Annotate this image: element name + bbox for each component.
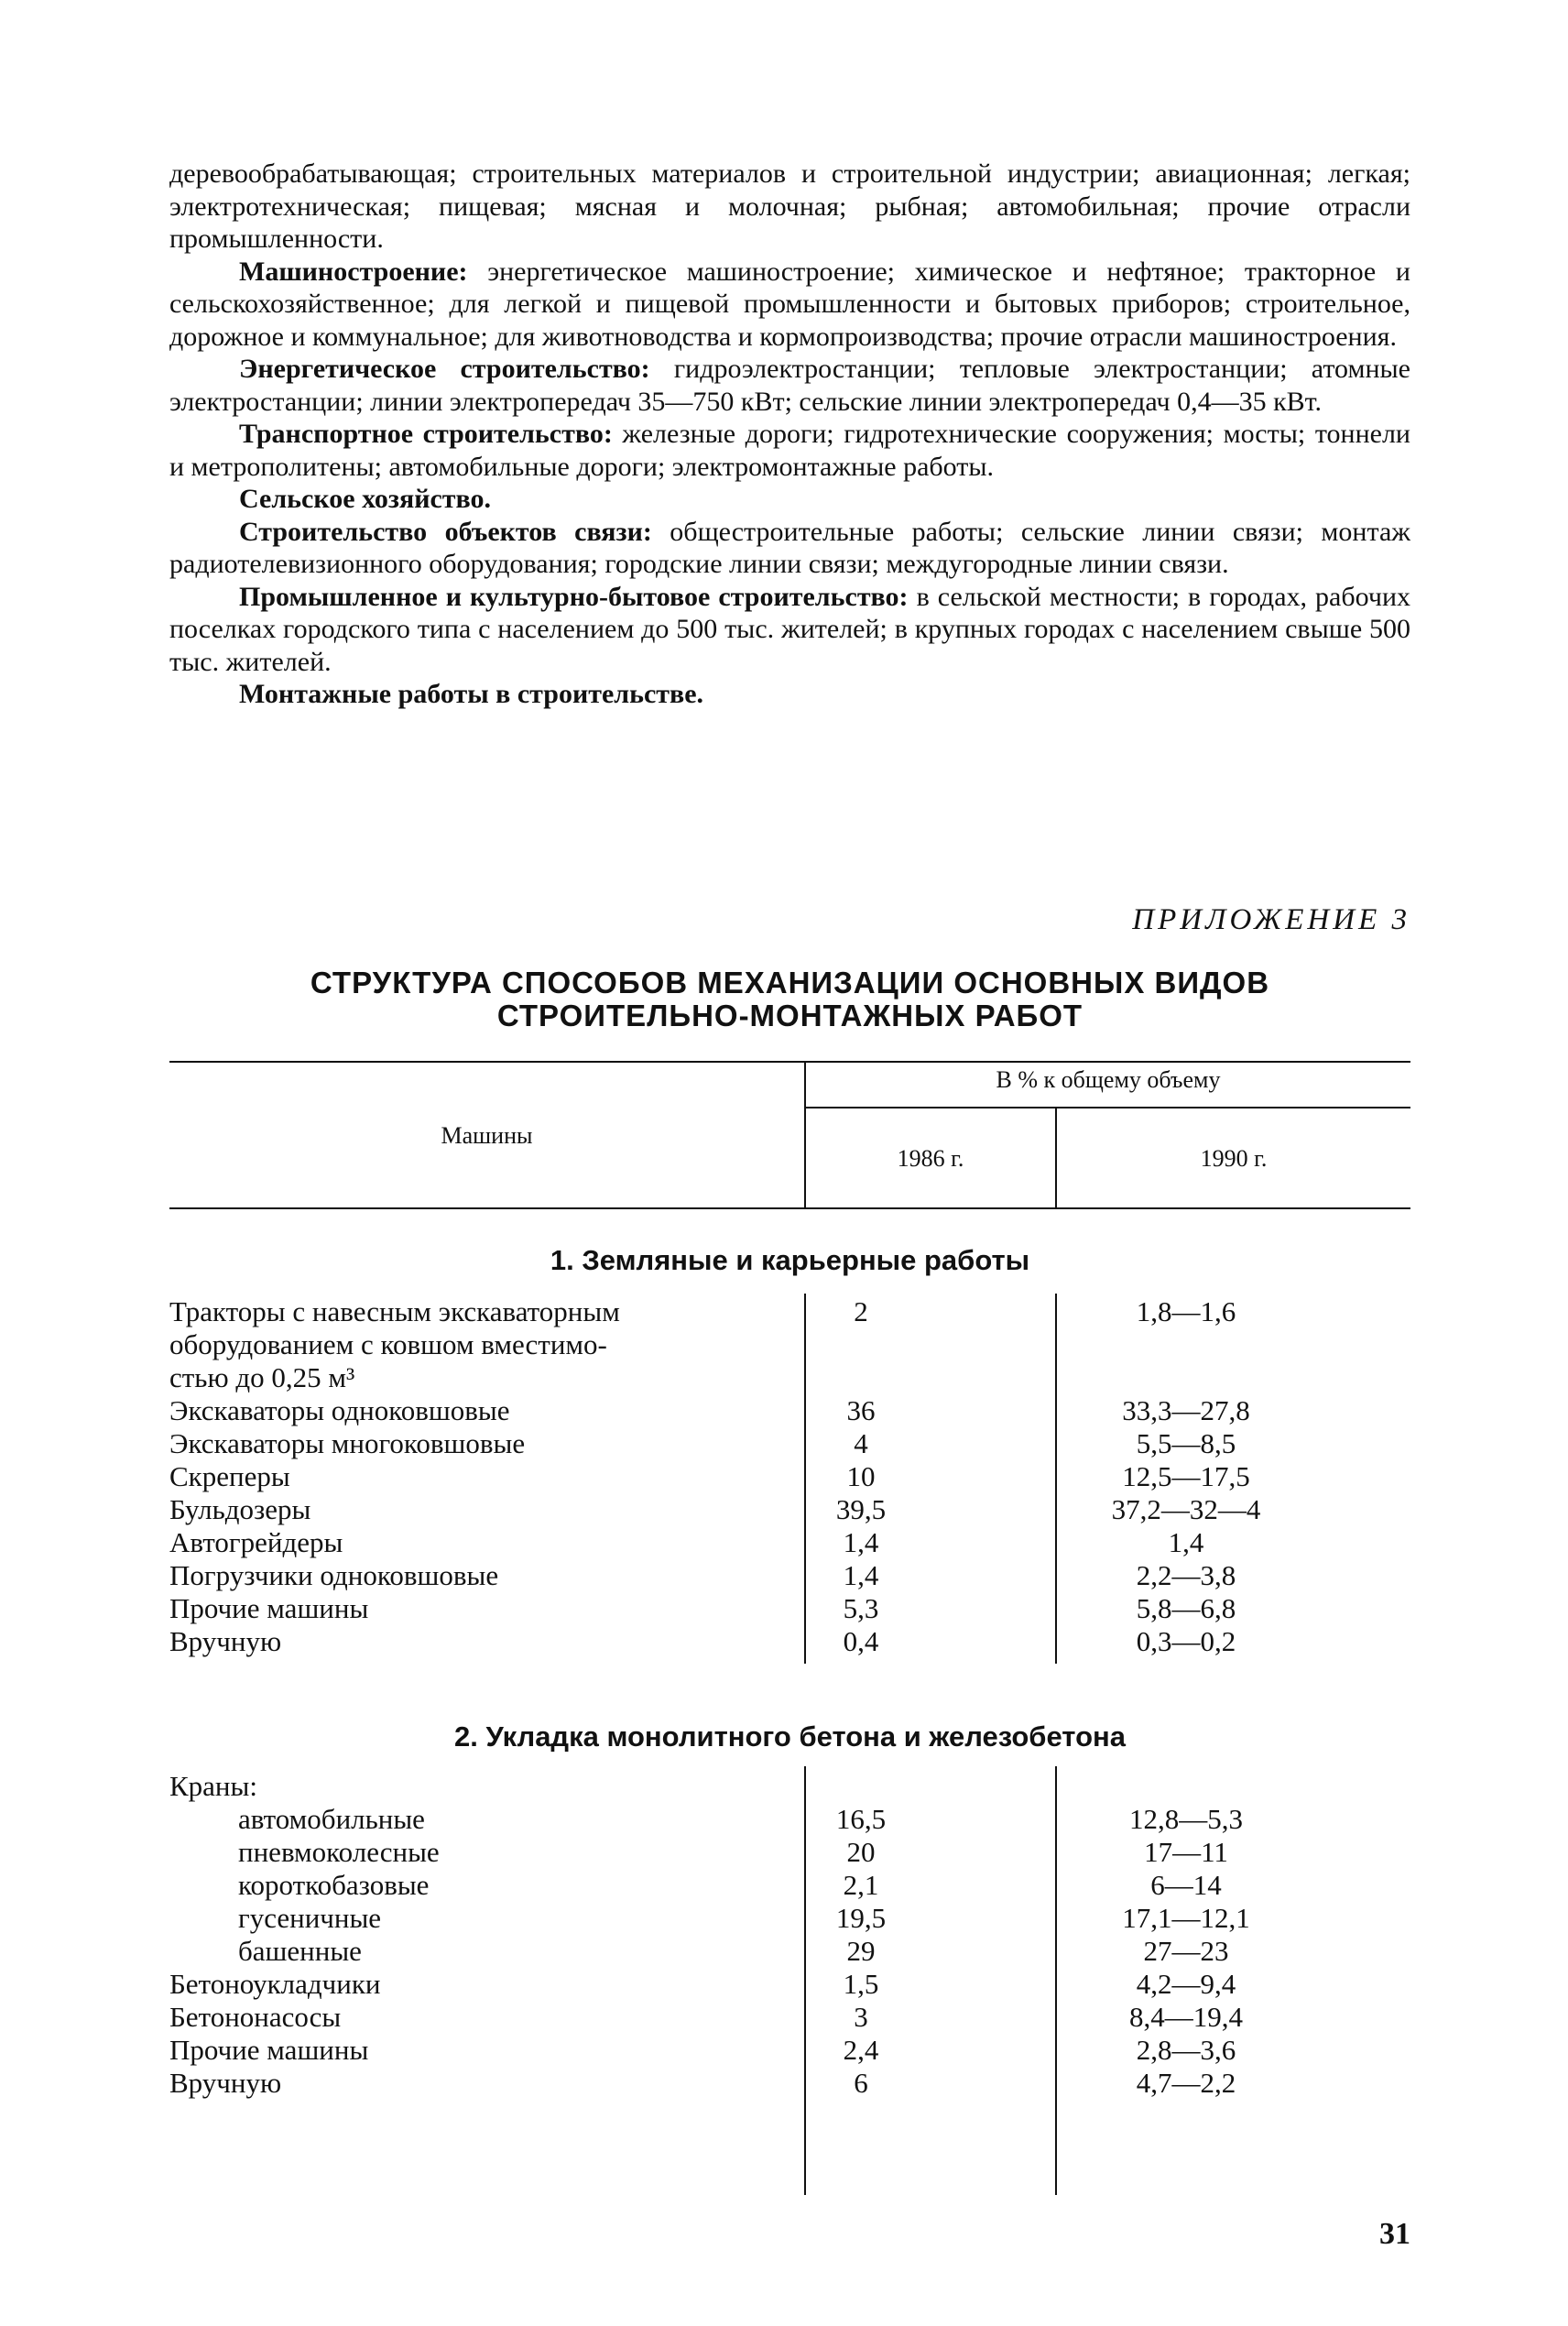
value-1986-cell: 16,5: [835, 1803, 887, 1835]
table-row: [169, 2034, 1452, 2067]
table-row: [169, 1361, 1452, 1394]
paragraph-assembly: [169, 678, 1410, 711]
paragraph-energy: [169, 353, 1410, 418]
value-1990-cell: 6—14: [1150, 1869, 1222, 1901]
machine-name-cell: башенные: [238, 1935, 362, 1967]
value-1990-cell: 4,7—2,2: [1136, 2067, 1236, 2099]
value-1986-cell: 20: [846, 1836, 876, 1868]
machine-name-cell: Бетононасосы: [169, 2001, 342, 2033]
heading-agriculture: Сельское хозяйство.: [239, 484, 492, 514]
value-1986-cell: 36: [846, 1394, 876, 1426]
table-top-rule: [169, 1061, 1410, 1063]
page-number: 31: [1379, 2217, 1410, 2251]
value-1986-cell: [792, 1328, 930, 1361]
value-1990-cell: 5,5—8,5: [1136, 1427, 1236, 1459]
header-machines: Машины: [441, 1122, 533, 1149]
intro-text: [169, 158, 1410, 711]
value-1986-cell: 29: [846, 1935, 876, 1967]
machine-name-cell: Прочие машины: [169, 1592, 369, 1624]
table-title-line-1: СТРУКТУРА СПОСОБОВ МЕХАНИЗАЦИИ ОСНОВНЫХ ВИДОВ: [310, 966, 1270, 999]
value-1990-cell: 0,3—0,2: [1136, 1625, 1236, 1657]
value-1986-cell: 5,3: [843, 1592, 879, 1624]
heading-industrial-civil: Промышленное и культурно-бытовое строительство:: [239, 581, 909, 612]
machine-name-cell: Вручную: [169, 2067, 282, 2099]
value-1990-cell: 17—11: [1144, 1836, 1228, 1868]
text-machine-building: энергетическое машиностроение; химическое и нефтяное; тракторное и сельскохозяйственное; для легкой и пищевой промышленности и бытовых приборов; строительное, дорожное и коммунальное; для животноводства и кормопроизводства; прочие отрасли машиностроения.: [169, 256, 1410, 352]
machine-name-cell: гусеничные: [238, 1902, 382, 1934]
machine-name-cell: Вручную: [169, 1625, 282, 1657]
value-1986-cell: 2,4: [843, 2034, 879, 2066]
value-1990-cell: 2,8—3,6: [1136, 2034, 1236, 2066]
table-title-line-2: СТРОИТЕЛЬНО-МОНТАЖНЫХ РАБОТ: [496, 999, 1083, 1032]
header-inner-rule: [804, 1107, 1410, 1108]
value-1986-cell: [792, 1361, 930, 1394]
text-transport: железные дороги; гидротехнические сооружения; мосты; тоннели и метрополитены; автомобильные дороги; электромонтажные работы.: [169, 419, 1410, 482]
section-earthworks-title: 1. Земляные и карьерные работы: [550, 1244, 1030, 1276]
table-title: [169, 966, 1410, 1032]
heading-energy: Энергетическое строительство:: [239, 354, 650, 384]
table-row: [169, 1869, 1452, 1902]
machine-name-cell: Экскаваторы одноковшовые: [169, 1394, 510, 1426]
machine-name-cell: Краны:: [169, 1770, 257, 1802]
paragraph-agriculture: [169, 483, 1410, 516]
heading-assembly: Монтажные работы в строительстве.: [239, 679, 704, 709]
section-concrete-rows: [169, 1770, 1452, 2100]
value-1986-cell: 2,1: [843, 1869, 879, 1901]
machine-name-cell: Автогрейдеры: [169, 1526, 343, 1558]
machine-name-cell: Экскаваторы многоковшовые: [169, 1427, 526, 1459]
table-row: [169, 1526, 1452, 1559]
paragraph-industrial-civil: [169, 581, 1410, 679]
value-1986-cell: 1,4: [843, 1526, 879, 1558]
table-row: [169, 1968, 1452, 2001]
machine-name-cell: стью до 0,25 м³: [169, 1361, 355, 1393]
machine-name-cell: Бульдозеры: [169, 1493, 311, 1525]
text-communications: общестроительные работы; сельские линии связи; монтаж радиотелевизионного оборудования; городские линии связи; междугородные линии связи.: [169, 516, 1410, 579]
value-1986-cell: 0,4: [843, 1625, 879, 1657]
value-1986-cell: 2: [854, 1295, 868, 1327]
machine-name-cell: короткобазовые: [238, 1869, 430, 1901]
heading-transport: Транспортное строительство:: [239, 419, 613, 449]
value-1986-cell: 19,5: [835, 1902, 887, 1934]
value-1986-cell: 1,5: [843, 1968, 879, 2000]
value-1986-cell: 4: [854, 1427, 868, 1459]
table-row: [169, 1592, 1452, 1625]
value-1990-cell: 2,2—3,8: [1136, 1559, 1236, 1591]
value-1986-cell: 1,4: [843, 1559, 879, 1591]
text-energy: гидроэлектростанции; тепловые электростанции; атомные электростанции; линии электропередач 35—750 кВт; сельские линии электропередач 0,4—35 кВт.: [169, 354, 1410, 417]
table-row: [169, 2067, 1452, 2100]
machine-name-cell: Скреперы: [169, 1460, 290, 1492]
header-percent: В % к общему объему: [996, 1066, 1221, 1093]
header-year-1986: 1986 г.: [897, 1145, 964, 1172]
table-row: [169, 1328, 1452, 1361]
value-1990-cell: [930, 1770, 1323, 1803]
value-1990-cell: 17,1—12,1: [1122, 1902, 1250, 1934]
value-1986-cell: 10: [846, 1460, 876, 1492]
machine-name-cell: оборудованием с ковшом вместимо-: [169, 1328, 607, 1360]
paragraph-communications: [169, 516, 1410, 581]
value-1990-cell: [930, 1328, 1323, 1361]
header-year-1990: 1990 г.: [1200, 1145, 1268, 1172]
table-row: [169, 1902, 1452, 1935]
table-row: [169, 1625, 1452, 1658]
heading-communications: Строительство объектов связи:: [239, 516, 652, 547]
table-row: [169, 1935, 1452, 1968]
paragraph-machine-building: [169, 256, 1410, 354]
machine-name-cell: пневмоколесные: [238, 1836, 440, 1868]
table-row: [169, 1559, 1452, 1592]
machine-name-cell: Бетоноукладчики: [169, 1968, 381, 2000]
header-bottom-rule: [169, 1207, 1410, 1209]
value-1990-cell: 27—23: [1143, 1935, 1229, 1967]
table-row: [169, 2001, 1452, 2034]
table-row: [169, 1295, 1452, 1328]
table-row: [169, 1493, 1452, 1526]
table-row: [169, 1427, 1452, 1460]
table-row: [169, 1460, 1452, 1493]
table-row: [169, 1394, 1452, 1427]
machine-name-cell: автомобильные: [238, 1803, 425, 1835]
heading-machine-building: Машиностроение:: [239, 256, 468, 287]
table-row: [169, 1803, 1452, 1836]
machine-name-cell: Тракторы с навесным экскаваторным: [169, 1295, 620, 1327]
machine-name-cell: Погрузчики одноковшовые: [169, 1559, 499, 1591]
section-earthworks-rows: [169, 1295, 1452, 1658]
paragraph-transport: [169, 418, 1410, 483]
value-1986-cell: 3: [854, 2001, 868, 2033]
value-1986-cell: 39,5: [835, 1493, 887, 1525]
value-1990-cell: 37,2—32—4: [1111, 1493, 1261, 1525]
value-1990-cell: 12,5—17,5: [1122, 1460, 1250, 1492]
value-1990-cell: 5,8—6,8: [1136, 1592, 1236, 1624]
machine-name-cell: Прочие машины: [169, 2034, 369, 2066]
value-1986-cell: 6: [854, 2067, 868, 2099]
value-1990-cell: 33,3—27,8: [1122, 1394, 1250, 1426]
appendix-label: ПРИЛОЖЕНИЕ 3: [1132, 903, 1410, 936]
value-1990-cell: 12,8—5,3: [1129, 1803, 1243, 1835]
section-concrete-title: 2. Укладка монолитного бетона и железобетона: [454, 1720, 1126, 1753]
value-1990-cell: 1,4: [1168, 1526, 1204, 1558]
value-1990-cell: 8,4—19,4: [1129, 2001, 1243, 2033]
paragraph-industries: деревообрабатывающая; строительных материалов и строительной индустрии; авиационная; легкая; электротехническая; пищевая; мясная и молочная; рыбная; автомобильная; прочие отрасли промышленности.: [169, 158, 1410, 254]
value-1986-cell: [792, 1770, 930, 1803]
text-industrial-civil: в сельской местности; в городах, рабочих поселках городского типа с населением до 500 тыс. жителей; в крупных городах с населением свыше 500 тыс. жителей.: [169, 581, 1410, 677]
table-row: [169, 1770, 1452, 1803]
value-1990-cell: [930, 1361, 1323, 1394]
table-row: [169, 1836, 1452, 1869]
value-1990-cell: 4,2—9,4: [1136, 1968, 1236, 2000]
value-1990-cell: 1,8—1,6: [1136, 1295, 1236, 1327]
